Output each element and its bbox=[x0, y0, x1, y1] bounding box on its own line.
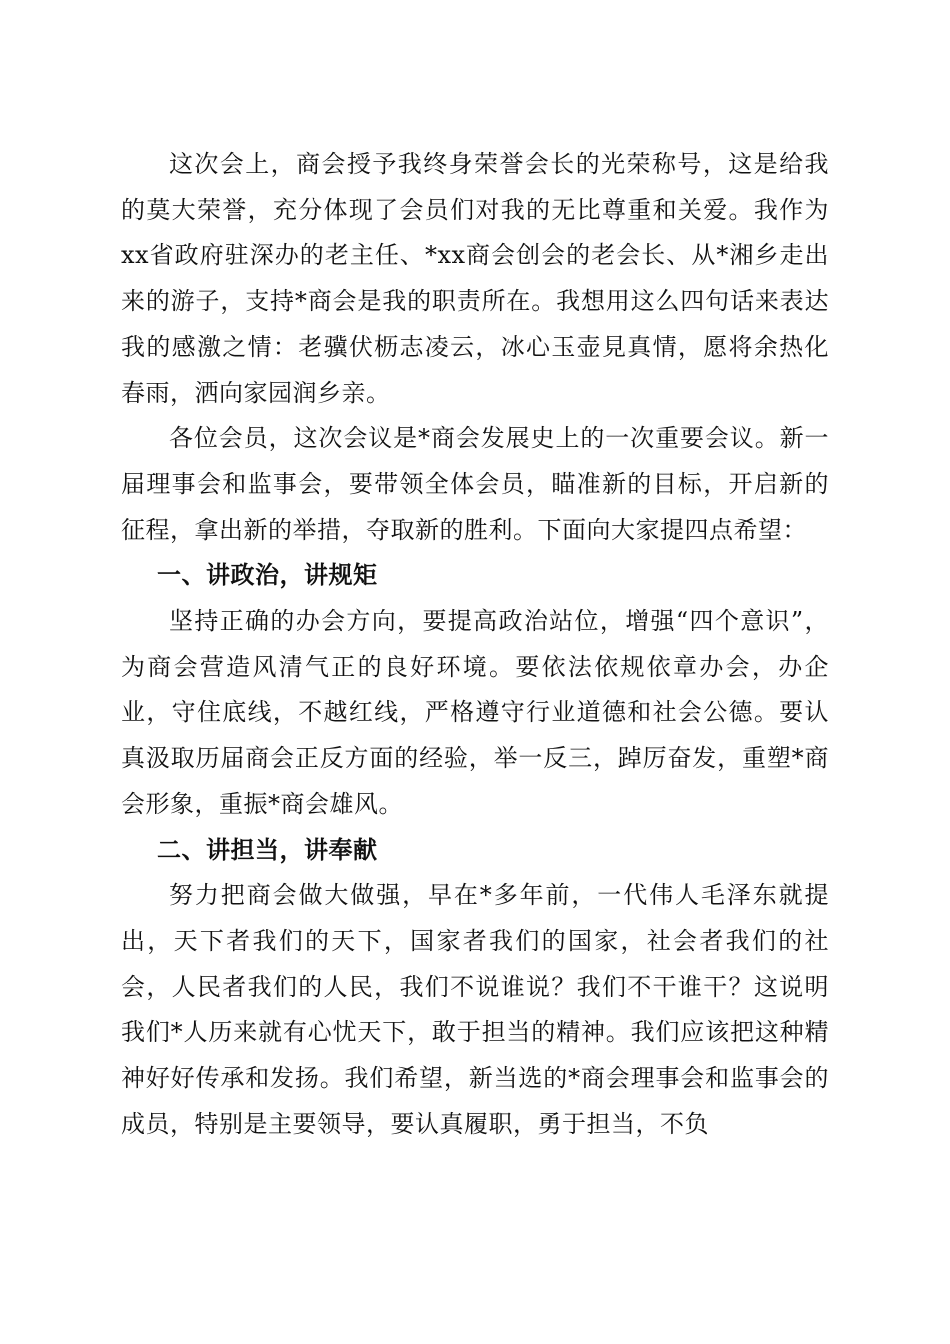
section-heading-responsibility: 二、讲担当，讲奉献 bbox=[157, 835, 378, 864]
document-page bbox=[121, 142, 829, 1147]
intro-paragraph-expectations: 各位会员，这次会议是*商会发展史上的一次重要会议。新一届理事会和监事会，要带领全体会员，瞄准新的目标，开启新的征程，拿出新的举措，夺取新的胜利。下面向大家提四点希望： bbox=[121, 424, 829, 544]
section-body-responsibility: 努力把商会做大做强，早在*多年前，一代伟人毛泽东就提出，天下者我们的天下，国家者我们的国家，社会者我们的社会，人民者我们的人民，我们不说谁说？我们不干谁干？这说明我们*人历来就有心忧天下，敢于担当的精神。我们应该把这种精神好好传承和发扬。我们希望，新当选的*商会理事会和监事会的成员，特别是主要领导，要认真履职，勇于担当，不负 bbox=[121, 881, 829, 1138]
intro-paragraph-honor: 这次会上，商会授予我终身荣誉会长的光荣称号，这是给我的莫大荣誉，充分体现了会员们对我的无比尊重和关爱。我作为xx省政府驻深办的老主任、*xx商会创会的老会长、从*湘乡走出来的游子，支持*商会是我的职责所在。我想用这么四句话来表达我的感激之情：老骥伏枥志凌云，冰心玉壶見真情，愿将余热化春雨，洒向家园润乡亲。 bbox=[121, 150, 829, 407]
section-heading-politics: 一、讲政治，讲规矩 bbox=[157, 561, 378, 590]
section-body-politics: 坚持正确的办会方向，要提高政治站位，增强“四个意识”，为商会营造风清气正的良好环境。要依法依规依章办会，办企业，守住底线，不越红线，严格遵守行业道德和社会公德。要认真汲取历届商会正反方面的经验，举一反三，踔厉奋发，重塑*商会形象，重振*商会雄风。 bbox=[121, 607, 829, 818]
